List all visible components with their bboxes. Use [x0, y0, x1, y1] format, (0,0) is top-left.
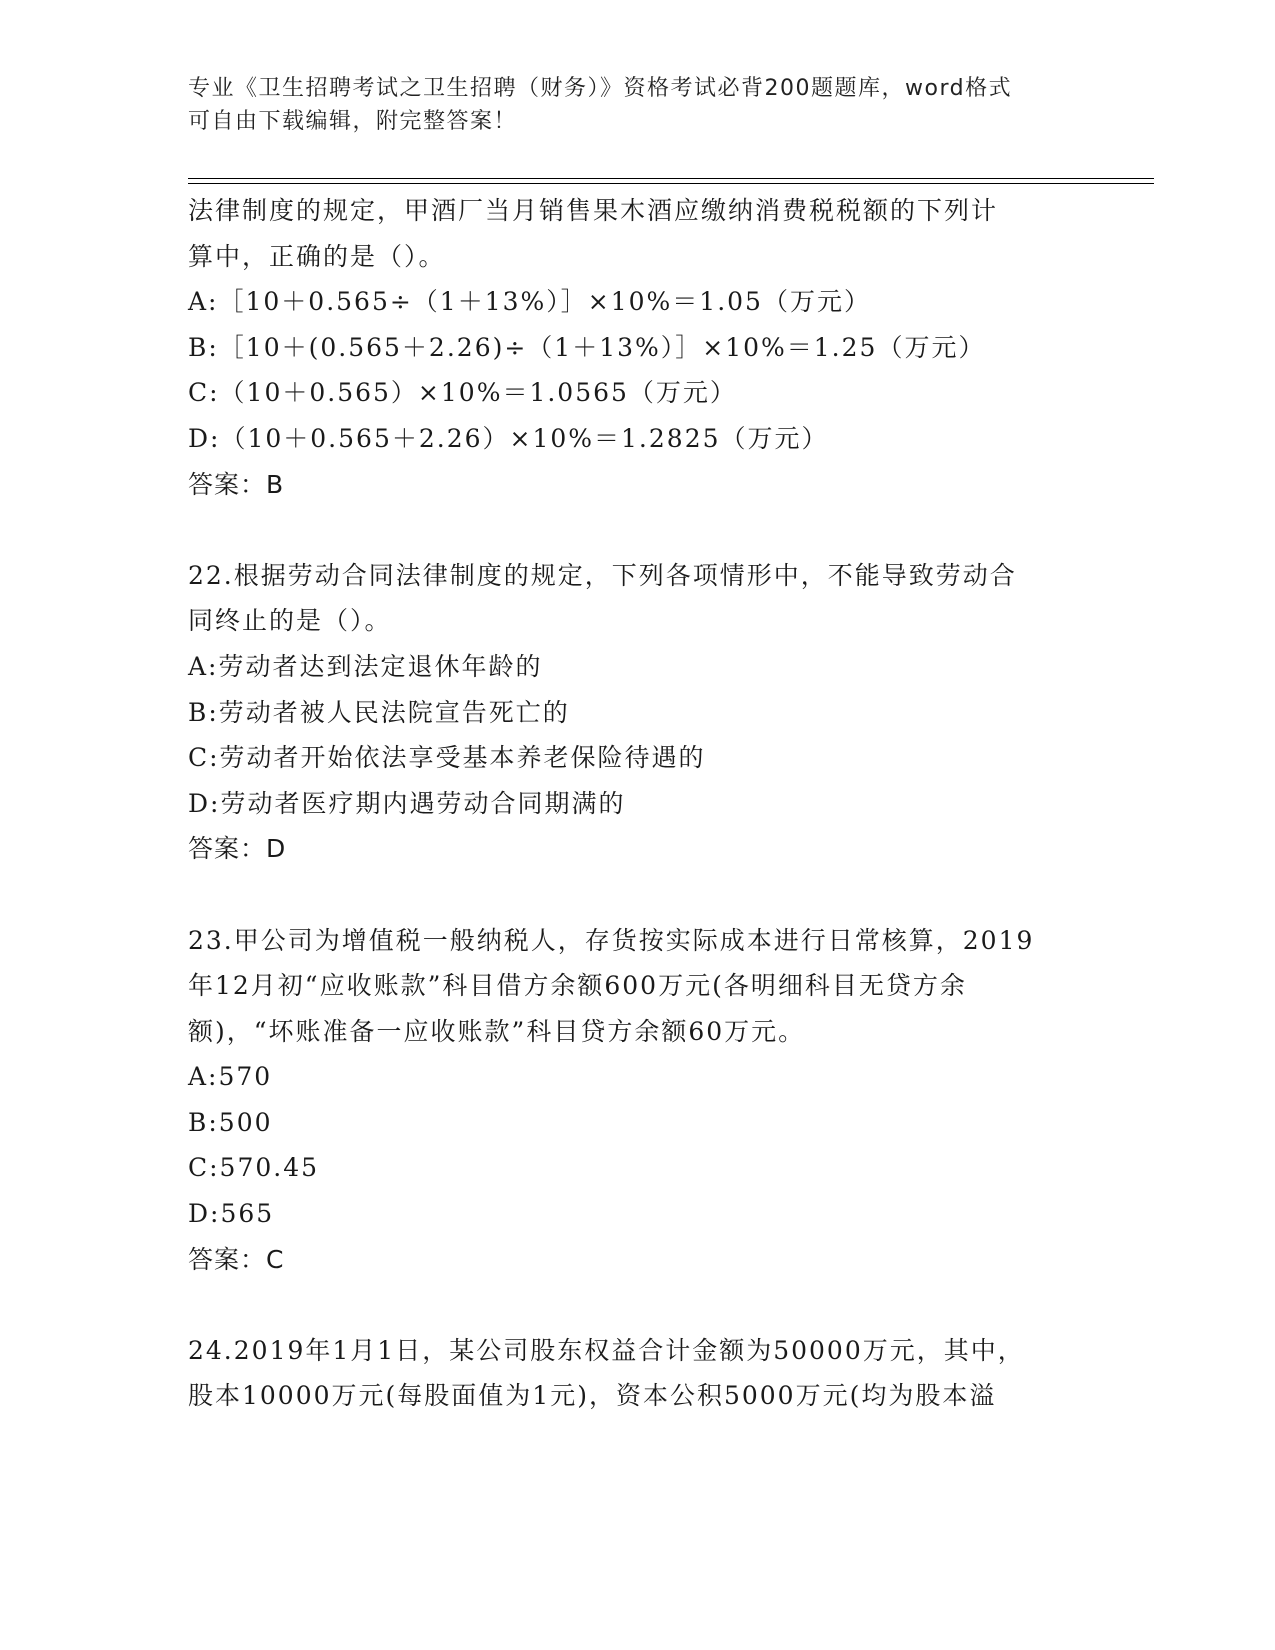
question-stem: 年12月初“应收账款”科目借方余额600万元(各明细科目无贷方余 — [188, 971, 967, 1001]
answer: 答案：C — [188, 1244, 285, 1274]
spacer — [188, 507, 1088, 553]
option-b: B:［10＋(0.565＋2.26)÷（1＋13%）］×10%＝1.25（万元） — [188, 332, 986, 362]
question-23 — [188, 918, 1088, 1283]
option-d: D:（10＋0.565＋2.26）×10%＝1.2825（万元） — [188, 423, 829, 453]
header-line-1: 专业《卫生招聘考试之卫生招聘（财务）》资格考试必背200题题库，word格式 — [188, 76, 1013, 101]
option-c: C:（10＋0.565）×10%＝1.0565（万元） — [188, 378, 737, 408]
page-header — [188, 72, 1088, 138]
option-d: D:劳动者医疗期内遇劳动合同期满的 — [188, 788, 626, 818]
option-a: A:［10＋0.565÷（1＋13%）］×10%＝1.05（万元） — [188, 287, 871, 317]
option-b: B:劳动者被人民法院宣告死亡的 — [188, 697, 570, 727]
spacer — [188, 872, 1088, 918]
option-c: C:劳动者开始依法享受基本养老保险待遇的 — [188, 743, 706, 773]
header-rule-top — [188, 178, 1154, 179]
header-rule-bottom — [188, 183, 1154, 184]
option-c: C:570.45 — [188, 1153, 320, 1183]
option-a: A:570 — [188, 1062, 273, 1092]
question-stem: 法律制度的规定，甲酒厂当月销售果木酒应缴纳消费税税额的下列计 — [188, 196, 999, 225]
option-d: D:565 — [188, 1199, 275, 1229]
question-stem: 22.根据劳动合同法律制度的规定，下列各项情形中，不能导致劳动合 — [188, 560, 1017, 590]
question-24 — [188, 1328, 1088, 1419]
question-22 — [188, 553, 1088, 872]
question-stem: 股本10000万元(每股面值为1元)，资本公积5000万元(均为股本溢 — [188, 1381, 997, 1411]
question-stem: 额)，“坏账准备一应收账款”科目贷方余额60万元。 — [188, 1016, 806, 1046]
option-b: B:500 — [188, 1107, 273, 1137]
question-list — [188, 188, 1088, 1419]
option-a: A:劳动者达到法定退休年龄的 — [188, 651, 543, 681]
question-stem: 24.2019年1月1日，某公司股东权益合计金额为50000万元，其中， — [188, 1335, 1025, 1365]
question-stem: 23.甲公司为增值税一般纳税人，存货按实际成本进行日常核算，2019 — [188, 925, 1035, 955]
answer: 答案：B — [188, 469, 285, 499]
question-stem: 同终止的是（）。 — [188, 606, 392, 636]
question-stem: 算中，正确的是（）。 — [188, 241, 446, 271]
answer: 答案：D — [188, 834, 287, 864]
spacer — [188, 1282, 1088, 1328]
header-line-2: 可自由下载编辑，附完整答案！ — [188, 109, 518, 134]
question-21 — [188, 188, 1088, 507]
